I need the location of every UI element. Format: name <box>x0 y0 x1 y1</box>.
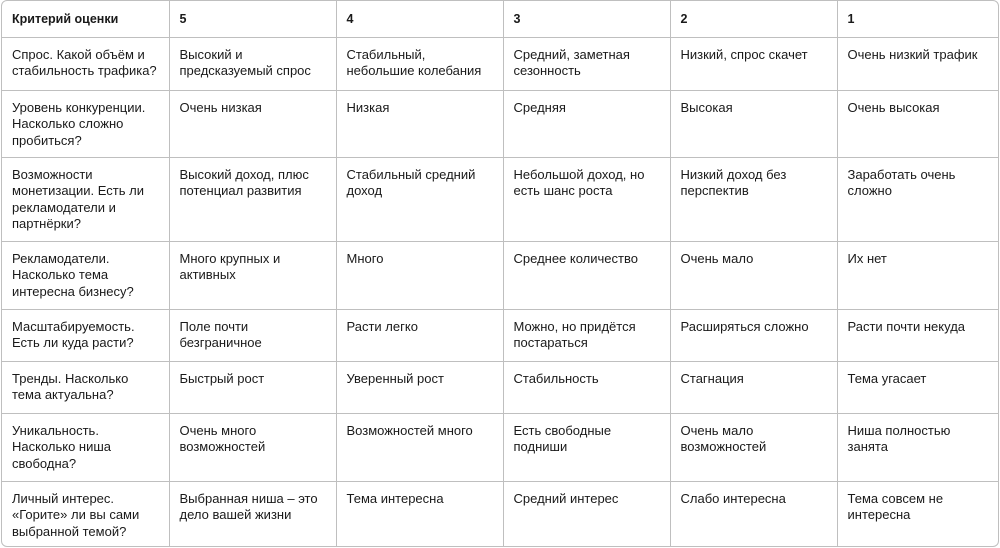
score-1-cell: Тема совсем не интересна <box>847 490 944 522</box>
score-2-cell: Низкий, спрос скачет <box>670 37 837 90</box>
score-5-cell: Очень много возможностей <box>169 413 336 481</box>
score-3-cell: Средняя <box>503 90 670 157</box>
score-4-cell: Уверенный рост <box>336 361 503 413</box>
score-2-cell: Расширяться сложно <box>670 309 837 361</box>
score-5-cell: Высокий и предсказуемый спрос <box>169 37 336 90</box>
score-3-cell: Есть свободные подниши <box>503 413 670 481</box>
score-3-cell: Среднее количество <box>503 241 670 309</box>
table-row <box>2 241 998 309</box>
score-3-cell: Небольшой доход, но есть шанс роста <box>503 157 670 241</box>
criterion-cell: Рекламодатели. Насколько тема интересна бизнесу? <box>2 241 169 309</box>
score-1-cell: Очень низкий трафик <box>837 37 998 90</box>
header-score-3: 3 <box>503 1 670 37</box>
score-2-cell: Очень мало <box>670 241 837 309</box>
score-5-cell: Поле почти безграничное <box>169 309 336 361</box>
header-score-5: 5 <box>169 1 336 37</box>
score-1-cell: Заработать очень сложно <box>837 157 998 241</box>
table-row <box>2 90 998 157</box>
table-row <box>2 361 998 413</box>
criterion-cell: Уникальность. Насколько ниша свободна? <box>2 413 169 481</box>
criterion-cell: Спрос. Какой объём и стабильность трафика? <box>2 37 169 90</box>
header-criterion: Критерий оценки <box>2 1 169 37</box>
score-4-cell: Расти легко <box>336 309 503 361</box>
score-4-cell: Тема интересна <box>336 481 503 547</box>
header-score-4: 4 <box>336 1 503 37</box>
score-4-cell: Стабильный, небольшие колебания <box>336 37 503 90</box>
criterion-cell: Тренды. Насколько тема актуальна? <box>2 361 169 413</box>
score-5-cell: Быстрый рост <box>169 361 336 413</box>
table-row <box>2 413 998 481</box>
table-header-row <box>2 1 998 37</box>
score-1-cell: Расти почти некуда <box>837 309 998 361</box>
score-5-cell: Очень низкая <box>169 90 336 157</box>
score-5-cell: Высокий доход, плюс потенциал развития <box>169 157 336 241</box>
criterion-cell: Личный интерес. «Горите» ли вы сами выбранной темой? <box>2 481 169 547</box>
table-row <box>2 481 998 547</box>
score-5-cell: Выбранная ниша – это дело вашей жизни <box>169 481 336 547</box>
score-3-cell: Можно, но придётся постараться <box>503 309 670 361</box>
score-3-cell: Средний интерес <box>503 481 670 547</box>
niche-evaluation-table <box>2 1 998 547</box>
score-2-cell: Низкий доход без перспектив <box>670 157 837 241</box>
table-row <box>2 309 998 361</box>
score-1-cell: Тема угасает <box>837 361 998 413</box>
table-row <box>2 157 998 241</box>
score-1-cell: Их нет <box>837 241 998 309</box>
score-5-cell: Много крупных и активных <box>169 241 336 309</box>
score-4-cell: Возможностей много <box>336 413 503 481</box>
score-4-cell: Низкая <box>336 90 503 157</box>
header-score-1: 1 <box>837 1 998 37</box>
header-score-2: 2 <box>670 1 837 37</box>
score-1-cell: Ниша полностью занята <box>837 413 998 481</box>
score-4-cell: Много <box>336 241 503 309</box>
score-2-cell: Высокая <box>670 90 837 157</box>
table-row <box>2 37 998 90</box>
criterion-cell: Масштабируемость. Есть ли куда расти? <box>2 309 169 361</box>
niche-evaluation-table-container <box>1 0 999 547</box>
score-2-cell: Очень мало возможностей <box>670 413 837 481</box>
score-1-cell: Очень высокая <box>837 90 998 157</box>
score-3-cell: Стабильность <box>503 361 670 413</box>
criterion-cell: Возможности монетизации. Есть ли рекламодатели и партнёрки? <box>2 157 169 241</box>
score-3-cell: Средний, заметная сезонность <box>503 37 670 90</box>
score-2-cell: Стагнация <box>670 361 837 413</box>
score-2-cell: Слабо интересна <box>670 481 837 547</box>
score-4-cell: Стабильный средний доход <box>336 157 503 241</box>
criterion-cell: Уровень конкуренции. Насколько сложно пробиться? <box>2 90 169 157</box>
